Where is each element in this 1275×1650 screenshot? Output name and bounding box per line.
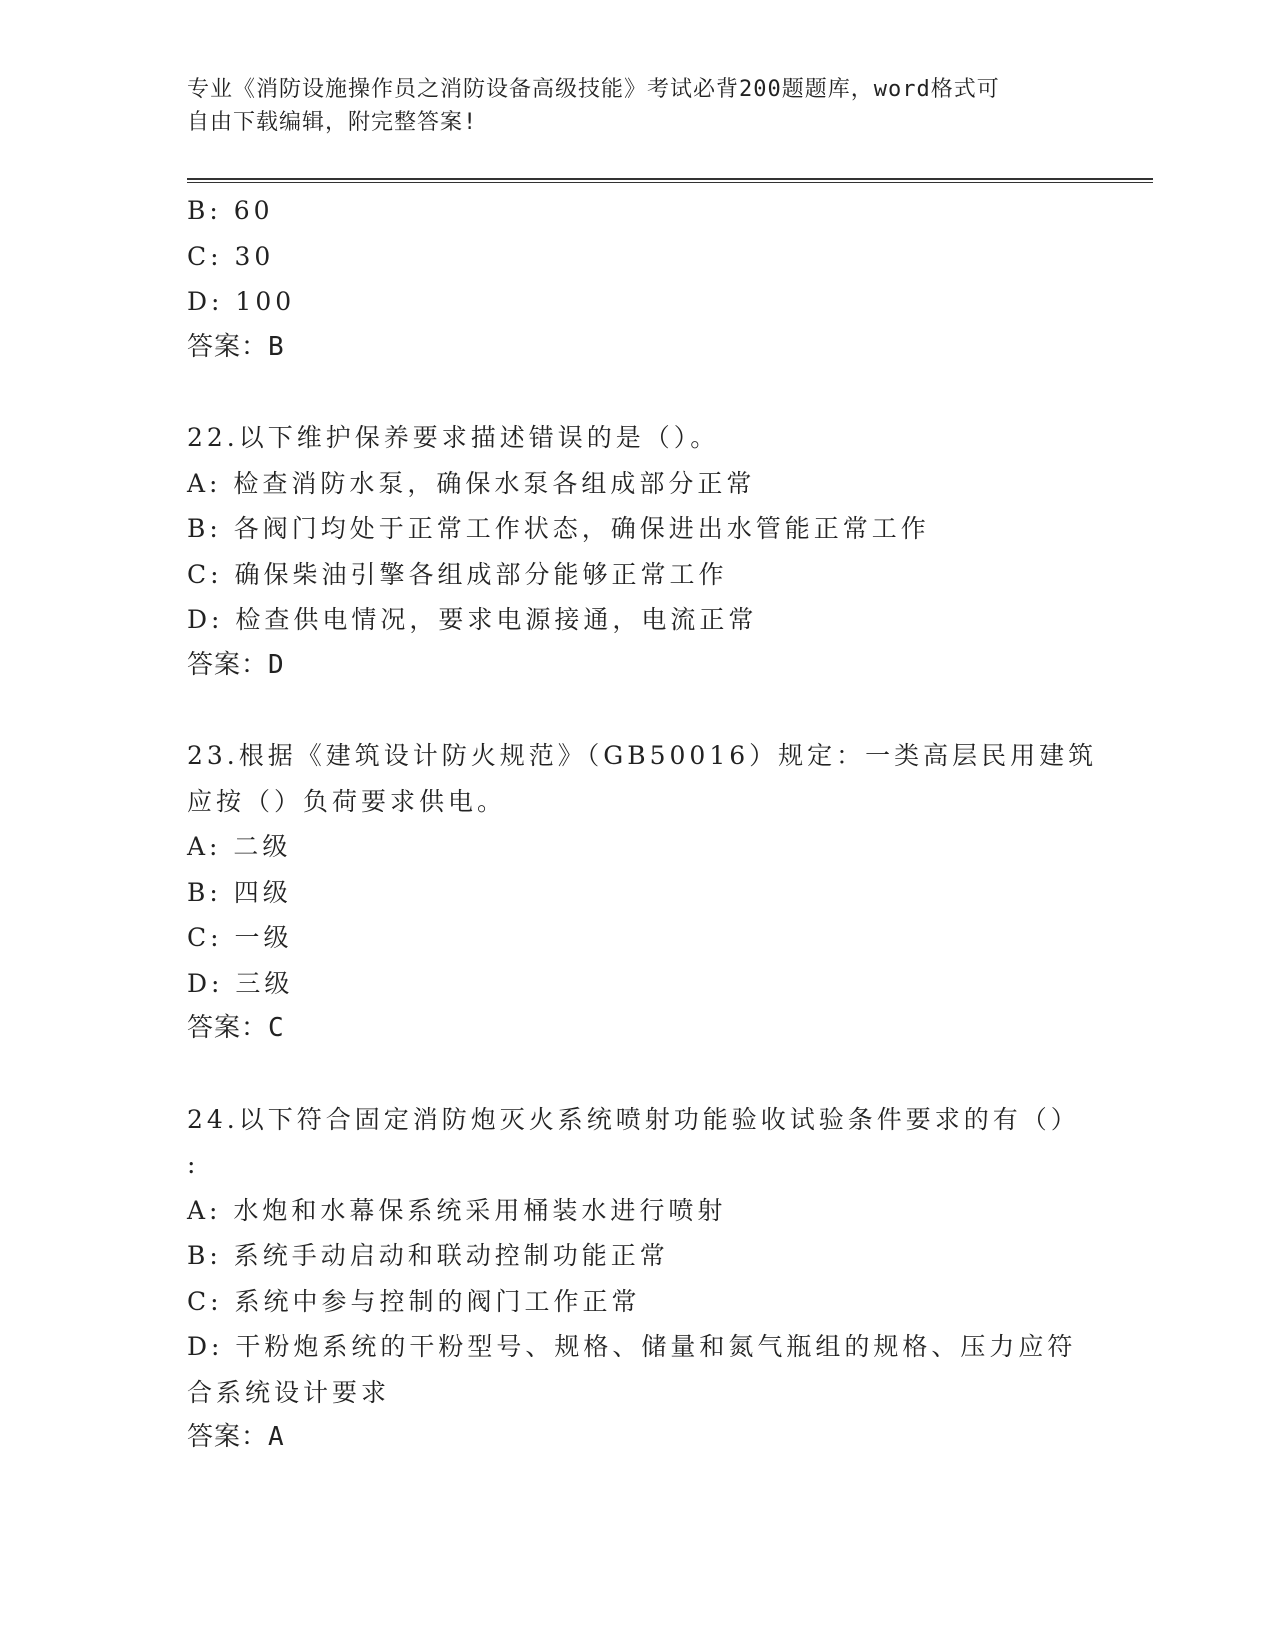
option-b: B: 各阀门均处于正常工作状态，确保进出水管能正常工作 xyxy=(187,514,930,543)
question-stem-line-2: : xyxy=(187,1150,200,1179)
question-23 xyxy=(187,733,1098,1052)
option-a: A: 水炮和水幕保系统采用桶装水进行喷射 xyxy=(187,1195,727,1225)
option-b: B: 60 xyxy=(187,196,274,225)
answer: 答案：D xyxy=(187,649,285,680)
option-d: D: 检查供电情况，要求电源接通，电流正常 xyxy=(187,605,758,634)
question-stem: 22.以下维护保养要求描述错误的是（）。 xyxy=(187,423,720,452)
option-c: C: 系统中参与控制的阀门工作正常 xyxy=(187,1286,641,1316)
spacer xyxy=(187,1052,1087,1097)
option-b: B: 四级 xyxy=(187,877,292,907)
answer: 答案：A xyxy=(187,1422,285,1452)
option-a: A: 二级 xyxy=(187,832,292,861)
question-stem-line-2: 应按（）负荷要求供电。 xyxy=(187,786,507,816)
header-divider xyxy=(187,178,1153,183)
document-header xyxy=(187,73,1067,139)
answer: 答案：B xyxy=(187,331,285,362)
question-list xyxy=(187,188,1098,1461)
question-stem-line-1: 24.以下符合固定消防炮灭火系统喷射功能验收试验条件要求的有（） xyxy=(187,1104,1080,1134)
header-line-1: 专业《消防设施操作员之消防设备高级技能》考试必背200题题库，word格式可 xyxy=(187,77,1000,102)
header-line-2: 自由下载编辑，附完整答案! xyxy=(187,110,478,135)
question-stem-line-1: 23.根据《建筑设计防火规范》（GB50016）规定：一类高层民用建筑 xyxy=(187,741,1098,770)
option-d: D: 三级 xyxy=(187,968,294,998)
spacer xyxy=(187,370,1087,415)
option-c: C: 30 xyxy=(187,241,275,271)
answer: 答案：C xyxy=(187,1013,285,1043)
option-b: B: 系统手动启动和联动控制功能正常 xyxy=(187,1241,669,1270)
option-c: C: 确保柴油引擎各组成部分能够正常工作 xyxy=(187,559,728,589)
spacer xyxy=(187,688,1087,733)
option-d: D: 100 xyxy=(187,287,296,316)
option-a: A: 检查消防水泵，确保水泵各组成部分正常 xyxy=(187,468,756,498)
question-21 xyxy=(187,188,1087,370)
option-c: C: 一级 xyxy=(187,923,293,952)
option-d: D: 干粉炮系统的干粉型号、规格、储量和氮气瓶组的规格、压力应符 xyxy=(187,1332,1077,1361)
question-22 xyxy=(187,415,1087,688)
question-24 xyxy=(187,1097,1087,1461)
option-d-continuation: 合系统设计要求 xyxy=(187,1377,391,1407)
